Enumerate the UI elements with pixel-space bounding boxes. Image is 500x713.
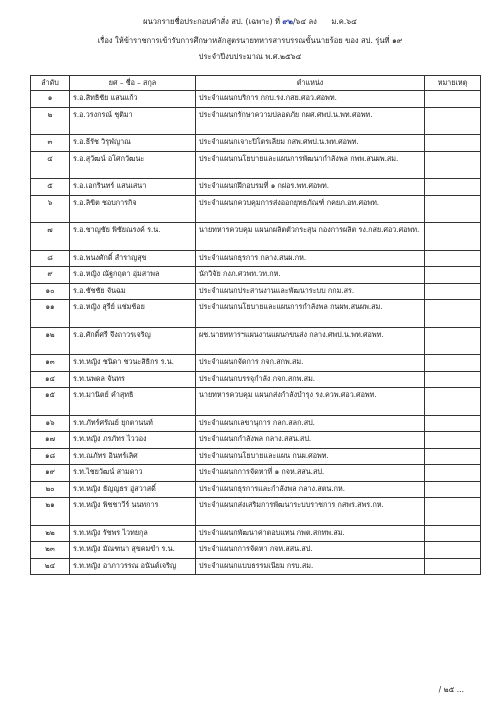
row-order-cell: ๘ <box>31 250 70 267</box>
row-name-cell: ร.ท.หญิง พิชชาวีร์ นนทการ <box>70 498 196 526</box>
row-position-cell: นักวิจัย กงภ.ศวพท.วท.กห. <box>196 267 425 284</box>
order-date: ม.ค.๖๔ <box>331 17 357 26</box>
row-remarks-cell <box>425 135 481 152</box>
row-order-cell: ๓ <box>31 135 70 152</box>
column-header-rank-name: ยศ – ชื่อ – สกุล <box>70 76 196 91</box>
table-row <box>31 371 481 388</box>
row-name-cell: ร.อ.พนงศักดิ์ สำราญสุข <box>70 250 196 267</box>
row-remarks-cell <box>425 223 481 251</box>
table-row <box>31 388 481 416</box>
table-row <box>31 558 481 575</box>
row-remarks-cell <box>425 542 481 559</box>
column-header-position: ตำแหน่ง <box>196 76 425 91</box>
row-name-cell: ร.ท.หญิง ชนิดา ชวนะสิธิกร ร.น. <box>70 355 196 372</box>
row-name-cell: ร.อ.วรงกรณ์ ชุติมา <box>70 107 196 135</box>
order-reference-line <box>0 16 500 28</box>
row-order-cell: ๒ <box>31 107 70 135</box>
row-position-cell: ประจำแผนกรักษาความปลอดภัย กผศ.ศพป.น.พท.ศอพท. <box>196 107 425 135</box>
table-row <box>31 179 481 196</box>
row-name-cell: ร.ท.หญิง ธัญญธร อู่สวาสดิ์ <box>70 481 196 498</box>
table-row <box>31 448 481 465</box>
row-name-cell: ร.อ.ศักดิ์ศรี จึงถาวรเจริญ <box>70 327 196 355</box>
row-order-cell: ๑๖ <box>31 415 70 432</box>
row-remarks-cell <box>425 481 481 498</box>
row-remarks-cell <box>425 151 481 179</box>
row-position-cell: ประจำแผนกธุรการและกำลังพล กลาง.สตน.กห. <box>196 481 425 498</box>
row-name-cell: ร.อ.ลิขิต ชอบการกิจ <box>70 195 196 223</box>
row-remarks-cell <box>425 355 481 372</box>
table-row <box>31 327 481 355</box>
row-position-cell: ประจำแผนกแบบธรรมเนียม กรบ.สม. <box>196 558 425 575</box>
continuation-marker: / ๒๕ ... <box>438 685 464 694</box>
row-position-cell: ประจำแผนกธุรการ กลาง.สนผ.กห. <box>196 250 425 267</box>
row-name-cell: ร.อ.ชัชชัย จันฉม <box>70 283 196 300</box>
table-row <box>31 135 481 152</box>
row-name-cell: ร.อ.หญิง ณัฐกฤตา อุ่มสาพล <box>70 267 196 284</box>
row-remarks-cell <box>425 267 481 284</box>
row-remarks-cell <box>425 448 481 465</box>
column-header-remarks: หมายเหตุ <box>425 76 481 91</box>
row-name-cell: ร.ท.ภัทร์ศรัณย์ ยุกตานนท์ <box>70 415 196 432</box>
row-position-cell: ประจำแผนกฝึกอบรมที่ ๑ กฝอร.พท.ศอพท. <box>196 179 425 196</box>
row-position-cell: ประจำแผนกควบคุมการส่งออกยุทธภัณฑ์ กคยภ.อท.ศอพท. <box>196 195 425 223</box>
table-row <box>31 250 481 267</box>
row-position-cell: นายทหารควบคุม แผนกส่งกำลังบำรุง รง.ควพ.ศอว.ศอพท. <box>196 388 425 416</box>
row-order-cell: ๒๓ <box>31 542 70 559</box>
table-row <box>31 107 481 135</box>
row-order-cell: ๗ <box>31 223 70 251</box>
row-name-cell: ร.อ.สิทธิชัย แสนแก้ว <box>70 91 196 108</box>
table-row <box>31 432 481 449</box>
row-remarks-cell <box>425 498 481 526</box>
row-remarks-cell <box>425 432 481 449</box>
row-name-cell: ร.อ.ชาญชัย พิชัยณรงค์ ร.น. <box>70 223 196 251</box>
order-number-stamp: ๙๒ <box>282 17 293 26</box>
row-name-cell: ร.อ.เอกรินทร์ แสนเสนา <box>70 179 196 196</box>
table-row <box>31 481 481 498</box>
row-remarks-cell <box>425 525 481 542</box>
table-row <box>31 195 481 223</box>
row-name-cell: ร.อ.สุวัฒน์ อโศกวัฒนะ <box>70 151 196 179</box>
row-remarks-cell <box>425 415 481 432</box>
row-order-cell: ๑๒ <box>31 327 70 355</box>
row-remarks-cell <box>425 179 481 196</box>
row-name-cell: ร.ท.หญิง รัชพร ไวทยกุล <box>70 525 196 542</box>
row-position-cell: ประจำแผนกส่งเสริมการพัฒนาระบบราชการ กสพร.สพร.กห. <box>196 498 425 526</box>
row-position-cell: ประจำแผนกการจัดหาที่ ๑ กจห.สสน.สป. <box>196 465 425 482</box>
row-order-cell: ๒๐ <box>31 481 70 498</box>
row-position-cell: ผช.นายทหารฯแผนงานแผนกขนส่ง กลาง.ศพป.น.พท.ศอพท. <box>196 327 425 355</box>
table-row <box>31 415 481 432</box>
row-name-cell: ร.ท.มานิตย์ คำสุทธิ <box>70 388 196 416</box>
row-order-cell: ๖ <box>31 195 70 223</box>
row-remarks-cell <box>425 91 481 108</box>
row-name-cell: ร.ท.หญิง มัณฑนา สุขคมขำ ร.น. <box>70 542 196 559</box>
row-position-cell: ประจำแผนกนโยบายและแผนการกำลังพล กนผพ.สนผพ.สม. <box>196 300 425 328</box>
row-remarks-cell <box>425 283 481 300</box>
column-header-order: ลำดับ <box>31 76 70 91</box>
row-remarks-cell <box>425 327 481 355</box>
row-name-cell: ร.ท.หญิง ภรภัทร ไววอง <box>70 432 196 449</box>
row-position-cell: ประจำแผนกกำลังพล กลาง.สสน.สป. <box>196 432 425 449</box>
row-remarks-cell <box>425 465 481 482</box>
row-name-cell: ร.ท.นพดล จันทร <box>70 371 196 388</box>
row-position-cell: ประจำแผนกจัดการ กจก.สกพ.สม. <box>196 355 425 372</box>
row-order-cell: ๒๑ <box>31 498 70 526</box>
table-row <box>31 498 481 526</box>
row-order-cell: ๔ <box>31 151 70 179</box>
row-order-cell: ๑๐ <box>31 283 70 300</box>
row-position-cell: ประจำแผนกนโยบายและแผนการพัฒนากำลังพล กพพ.สนผพ.สม. <box>196 151 425 179</box>
order-reference-prefix: ผนวกรายชื่อประกอบคำสั่ง สป. (เฉพาะ) ที่ <box>143 17 280 26</box>
table-header-row <box>31 76 481 91</box>
table-row <box>31 223 481 251</box>
row-remarks-cell <box>425 107 481 135</box>
row-position-cell: ประจำแผนกบรรจุกำลัง กจก.สกพ.สม. <box>196 371 425 388</box>
row-order-cell: ๑๘ <box>31 448 70 465</box>
table-row <box>31 300 481 328</box>
table-row <box>31 267 481 284</box>
row-position-cell: ประจำแผนกประสานงานและพัฒนาระบบ กกม.สร. <box>196 283 425 300</box>
row-order-cell: ๕ <box>31 179 70 196</box>
row-position-cell: ประจำแผนกพัฒนาค่าตอบแทน กพต.สกทพ.สม. <box>196 525 425 542</box>
row-order-cell: ๑๔ <box>31 371 70 388</box>
table-row <box>31 355 481 372</box>
row-order-cell: ๑ <box>31 91 70 108</box>
row-name-cell: ร.ท.หญิง อาภาวรรณ อนันต์เจริญ <box>70 558 196 575</box>
table-row <box>31 525 481 542</box>
table-row <box>31 91 481 108</box>
row-order-cell: ๑๗ <box>31 432 70 449</box>
row-remarks-cell <box>425 300 481 328</box>
row-order-cell: ๒๔ <box>31 558 70 575</box>
row-position-cell: ประจำแผนกนโยบายและแผน กนผ.ศอพท. <box>196 448 425 465</box>
row-order-cell: ๑๕ <box>31 388 70 416</box>
row-order-cell: ๙ <box>31 267 70 284</box>
row-position-cell: ประจำแผนกการจัดหา กจห.สสน.สป. <box>196 542 425 559</box>
row-remarks-cell <box>425 195 481 223</box>
row-remarks-cell <box>425 250 481 267</box>
row-remarks-cell <box>425 388 481 416</box>
row-position-cell: ประจำแผนกเจาะปิโตรเลียม กสพ.ศพป.น.พท.ศอพท. <box>196 135 425 152</box>
row-name-cell: ร.อ.ธีรัช วิรุฬญาณ <box>70 135 196 152</box>
row-order-cell: ๑๙ <box>31 465 70 482</box>
row-position-cell: นายทหารควบคุม แผนกผลิตตัวกระสุน กองการผลิต รง.กสย.ศอว.ศอพท. <box>196 223 425 251</box>
table-row <box>31 283 481 300</box>
order-reference-mid: /๖๔ ลง <box>292 17 317 26</box>
row-position-cell: ประจำแผนกเลขานุการ กลก.สลก.สป. <box>196 415 425 432</box>
row-remarks-cell <box>425 558 481 575</box>
row-name-cell: ร.ท.ณภัทร อินทร์เลิศ <box>70 448 196 465</box>
row-remarks-cell <box>425 371 481 388</box>
row-order-cell: ๒๒ <box>31 525 70 542</box>
table-row <box>31 465 481 482</box>
row-name-cell: ร.อ.หญิง สุรีย์ แช่มช้อย <box>70 300 196 328</box>
personnel-table <box>30 75 481 575</box>
row-name-cell: ร.ท.ไชยวัฒน์ สามดาว <box>70 465 196 482</box>
table-row <box>31 542 481 559</box>
row-order-cell: ๑๓ <box>31 355 70 372</box>
fiscal-year-line: ประจำปีงบประมาณ พ.ศ.๒๕๖๔ <box>198 52 302 61</box>
table-row <box>31 151 481 179</box>
row-order-cell: ๑๑ <box>31 300 70 328</box>
row-position-cell: ประจำแผนกบริการ กกบ.รง.กสย.ศอว.ศอพท. <box>196 91 425 108</box>
subject-line: เรื่อง ให้ข้าราชการเข้ารับการศึกษาหลักสูตรนายทหารสารบรรณขั้นนายร้อย ของ สป. รุ่นที่ ๑๙ <box>97 36 403 45</box>
